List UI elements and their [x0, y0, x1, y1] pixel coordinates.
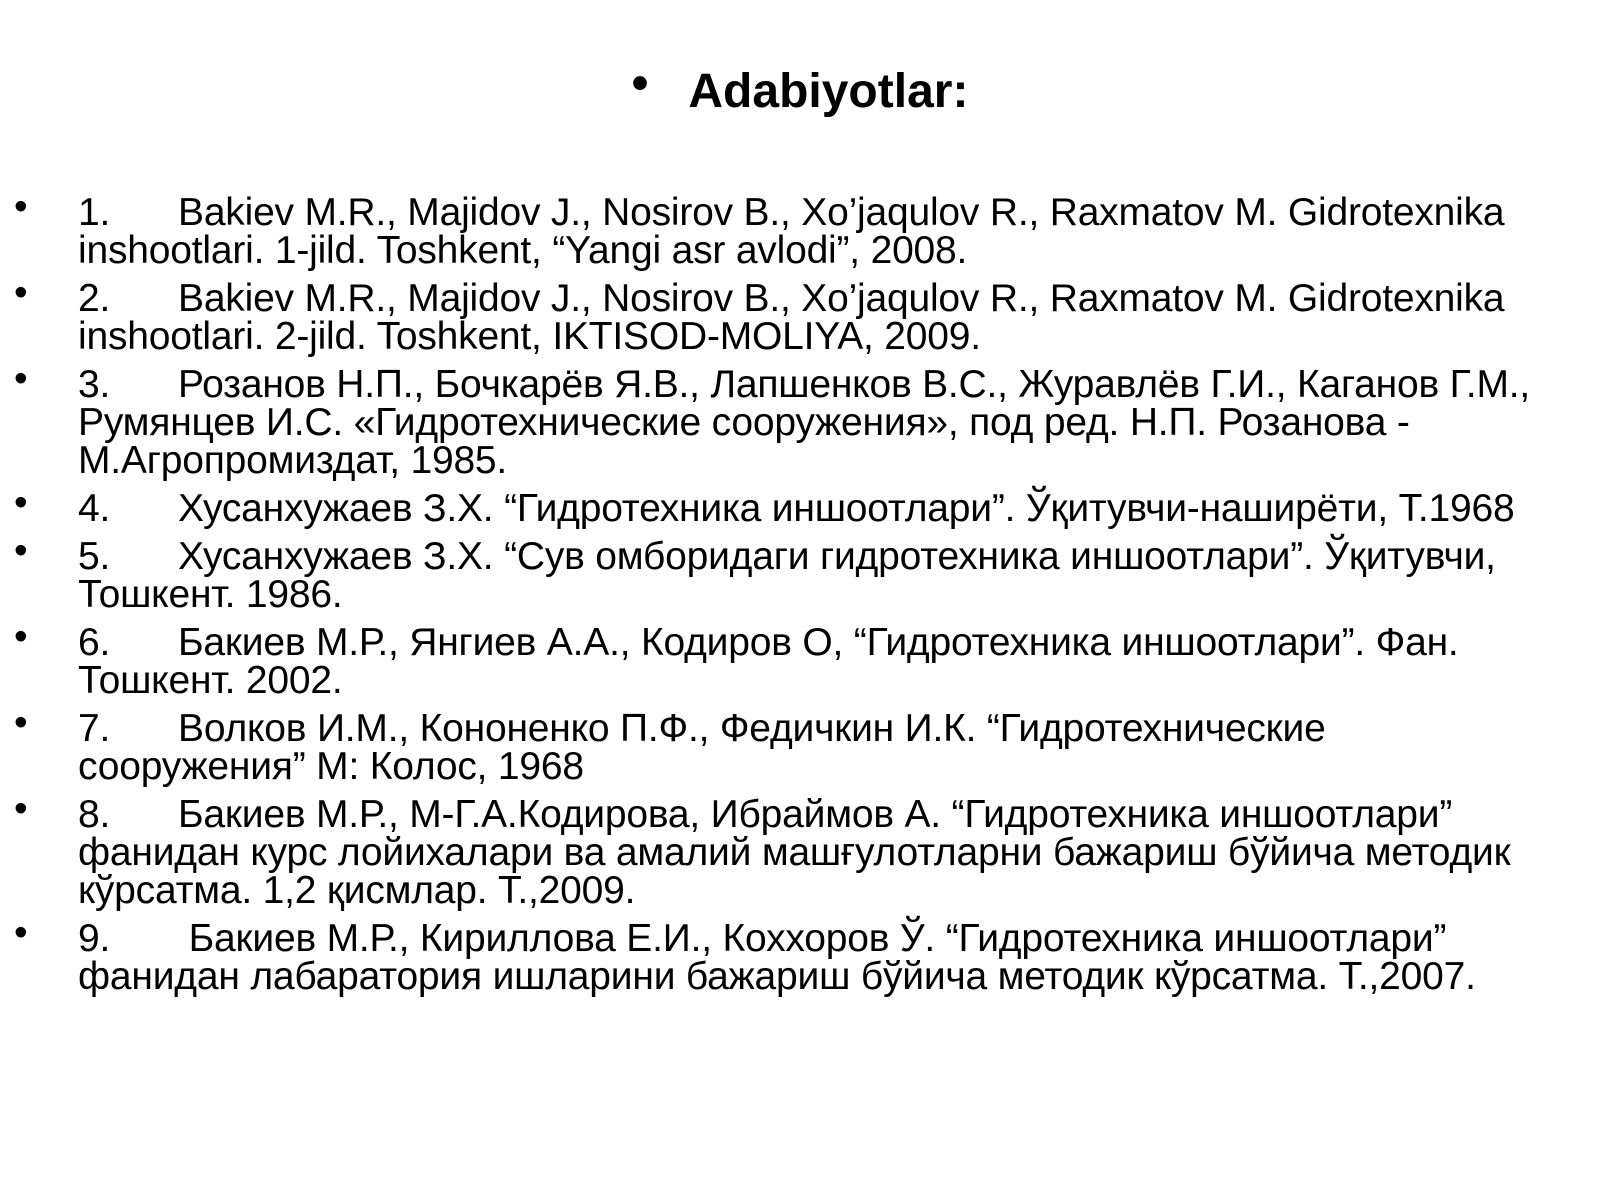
reference-number: 7. [78, 707, 111, 750]
title-text: Adabiyotlar: [688, 65, 969, 118]
reference-item-1 [0, 185, 1600, 272]
title-bullet: • [631, 57, 649, 110]
bullet: • [14, 787, 28, 830]
reference-item-9 [0, 911, 1600, 998]
bullet: • [14, 357, 28, 400]
reference-item-5 [0, 529, 1600, 616]
reference-item-4 [0, 481, 1600, 530]
reference-number: 2. [78, 277, 111, 320]
bullet: • [14, 911, 28, 954]
bullet: • [14, 271, 28, 314]
bullet: • [14, 529, 28, 572]
reference-number: 1. [78, 191, 111, 234]
reference-text: Bakiev M.R., Majidov J., Nosirov B., Xo’jaqulov R., Raxmatov M. Gidrotexnika inshootlari. 1-jild. Toshkent, “Yangi asr avlodi”, 2008. [78, 191, 1505, 272]
reference-item-3 [0, 357, 1600, 482]
reference-number: 9. [78, 917, 111, 960]
reference-number: 5. [78, 535, 111, 578]
bullet: • [14, 615, 28, 658]
reference-text: Bakiev M.R., Majidov J., Nosirov B., Xo’jaqulov R., Raxmatov M. Gidrotexnika inshootlari. 2-jild. Toshkent, IKTISOD-MOLIYA, 2009. [78, 277, 1505, 358]
reference-text: Волков И.М., Кононенко П.Ф., Федичкин И.К. “Гидротехнические сооружения” М: Колос, 1968 [78, 707, 1326, 788]
reference-item-6 [0, 615, 1600, 702]
bullet: • [14, 481, 28, 524]
reference-text: Розанов Н.П., Бочкарёв Я.В., Лапшенков В.С., Журавлёв Г.И., Каганов Г.М., Румянцев И.С. «Гидротехнические сооружения», под ред. Н.П. Розанова - М.Агропромиздат, 1985. [78, 363, 1530, 482]
slide-title [0, 57, 1600, 122]
reference-item-2 [0, 271, 1600, 358]
reference-text: Хусанхужаев З.Х. “Сув омборидаги гидротехника иншоотлари”. Ўқитувчи, Тошкент. 1986. [78, 535, 1496, 616]
reference-list [0, 185, 1600, 1006]
reference-number: 3. [78, 363, 111, 406]
reference-text: Бакиев М.Р., Кириллова Е.И., Коххоров Ў. “Гидротехника иншоотлари” фанидан лабаратория ишларини бажариш бўйича методик кўрсатма. Т.,2007. [78, 917, 1476, 998]
reference-number: 4. [78, 487, 111, 530]
bullet: • [14, 185, 28, 228]
reference-text: Бакиев М.Р., Янгиев А.А., Кодиров О, “Гидротехника иншоотлари”. Фан. Тошкент. 2002. [78, 621, 1459, 702]
bullet: • [14, 701, 28, 744]
reference-item-8 [0, 787, 1600, 912]
reference-item-7 [0, 701, 1600, 788]
reference-number: 6. [78, 621, 111, 664]
reference-text: Бакиев М.Р., М-Г.А.Кодирова, Ибраймов А. “Гидротехника иншоотлари” фанидан курс лойихалари ва амалий машғулотларни бажариш бўйича методик кўрсатма. 1,2 қисмлар. Т.,2009. [78, 793, 1511, 912]
reference-number: 8. [78, 793, 111, 836]
reference-text: Хусанхужаев З.Х. “Гидротехника иншоотлари”. Ўқитувчи-наширёти, Т.1968 [178, 487, 1515, 530]
